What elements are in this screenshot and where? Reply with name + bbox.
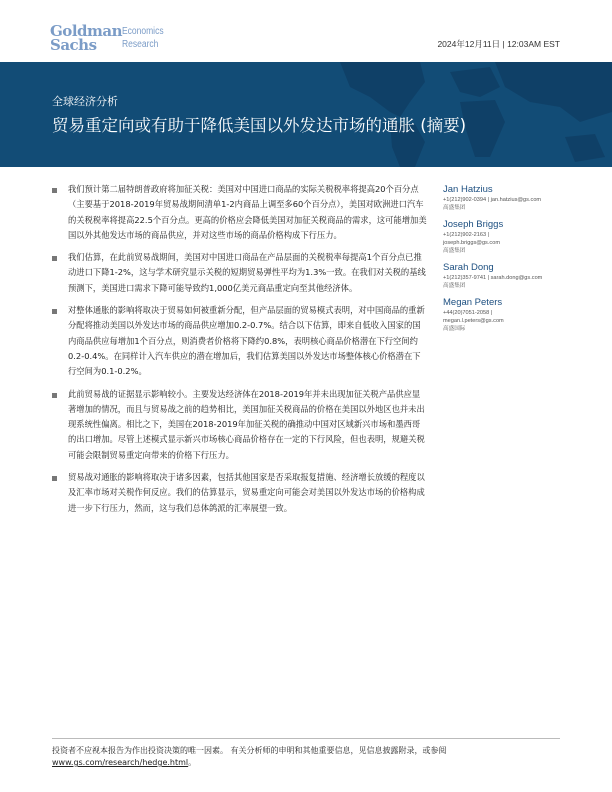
disclosure-link[interactable]: www.gs.com/research/hedge.html	[52, 758, 189, 767]
author-card	[443, 262, 603, 290]
bullet-item	[52, 182, 428, 243]
bullet-item	[52, 250, 428, 296]
author-contact[interactable]: +1(212)357-9741 | sarah.dong@gs.com	[443, 275, 543, 281]
author-list	[443, 184, 603, 340]
author-firm: 高盛集团	[443, 283, 466, 289]
bullet-square-icon	[52, 309, 57, 314]
bullet-text: 此前贸易战的证据显示影响较小。主要发达经济体在2018-2019年并未出现加征关税产品供应显著增加的情况，而且与贸易战之前的趋势相比，美国加征关税商品的价格在美国以外地区也并未出现系统性偏离。相比之下，美国在2018-2019年加征关税的确推动中国对区域新兴市场和墨西哥的出口增加。尽管上述模式显示新兴市场核心商品价格存在一定的下行风险，但也表明，规避关税可能会限制贸易重定向带来的价格下行压力。	[68, 388, 425, 460]
world-map-graphic	[330, 62, 612, 167]
author-name: Megan Peters	[443, 297, 503, 308]
division-line-2: Research	[122, 39, 159, 50]
bullet-text: 我们预计第二届特朗普政府将加征关税：美国对中国进口商品的实际关税税率将提高20个百分点（主要基于2018-2019年贸易战期间清单1-2内商品上调至多60个百分点），美国对欧洲进口汽车的关税税率将提高22.5个百分点。更高的价格应会降低美国对加征关税商品的需求，这可能增加美国以外其他发达市场的商品供应，并对这些市场的商品价格构成下行压力。	[68, 184, 427, 240]
logo-line-1: Goldman	[50, 22, 122, 40]
author-contact[interactable]: +44(20)7051-2058 | megan.l.peters@gs.com	[443, 310, 504, 324]
division-label	[122, 25, 164, 51]
bullet-text: 对整体通胀的影响将取决于贸易如何被重新分配，但产品层面的贸易模式表明，对中国商品的重新分配将推动美国以外发达市场的商品供应增加0.2-0.7%。结合以下估算，即来自低收入国家的国内商品供应每增加1个百分点，则消费者价格将下降约0.8%，表明核心商品价格潜在下行空间约0.2-0.4%。在同样计入汽车供应的潜在增加后，我们估算美国以外发达市场整体核心价格潜在下行空间为0.1-0.2%。	[68, 305, 425, 377]
author-name: Jan Hatzius	[443, 184, 493, 195]
author-firm: 高盛集团	[443, 205, 466, 211]
bullet-square-icon	[52, 476, 57, 481]
bullet-item	[52, 470, 428, 516]
author-firm: 高盛集团	[443, 248, 466, 254]
bullet-square-icon	[52, 393, 57, 398]
disclaimer	[52, 745, 572, 769]
report-series: 全球经济分析	[52, 95, 118, 108]
logo-line-2: Sachs	[50, 36, 97, 54]
bullet-text: 我们估算，在此前贸易战期间，美国对中国进口商品在产品层面的关税税率每提高1个百分点已推动进口下降1-2%，这与学术研究显示关税的短期贸易弹性平均为1.3%一致。在我们对关税的基线预测下，美国进口需求下降可能导致约1,000亿美元商品重定向至其他经济体。	[68, 252, 426, 293]
summary-bullets	[52, 182, 428, 523]
bullet-text: 贸易战对通胀的影响将取决于诸多因素，包括其他国家是否采取报复措施、经济增长放缓的程度以及汇率市场对关税作何反应。我们的估算显示，贸易重定向可能会对美国以外发达市场的价格构成进一步下行压力，然而，这与我们总体鸽派的汇率展望一致。	[68, 472, 425, 513]
bullet-square-icon	[52, 188, 57, 193]
disclaimer-suffix: 。	[188, 758, 197, 767]
author-contact[interactable]: +1(212)902-0394 | jan.hatzius@gs.com	[443, 197, 542, 203]
author-card	[443, 219, 603, 255]
goldman-sachs-logo	[50, 24, 122, 52]
author-name: Joseph Briggs	[443, 219, 504, 230]
author-card	[443, 184, 603, 212]
division-line-1: Economics	[122, 26, 164, 37]
publish-date: 2024年12月11日 | 12:03AM EST	[437, 39, 560, 49]
title-banner	[0, 62, 612, 167]
bullet-item	[52, 387, 428, 463]
bullet-item	[52, 303, 428, 379]
footer-divider	[52, 738, 560, 739]
author-contact[interactable]: +1(212)902-2163 | joseph.briggs@gs.com	[443, 232, 500, 246]
author-firm: 高盛国际	[443, 326, 466, 332]
disclaimer-text: 投资者不应视本报告为作出投资决策的唯一因素。 有关分析师的申明和其他重要信息，见信息披露附录，或参阅	[52, 746, 447, 755]
bullet-square-icon	[52, 256, 57, 261]
report-title: 贸易重定向或有助于降低美国以外发达市场的通胀 (摘要)	[52, 116, 467, 135]
author-name: Sarah Dong	[443, 262, 494, 273]
author-card	[443, 297, 603, 333]
